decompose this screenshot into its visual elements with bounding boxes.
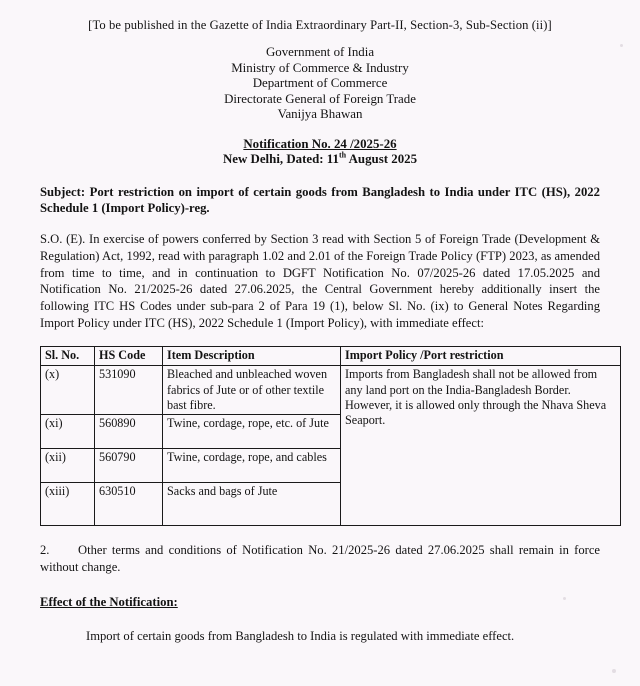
cell-item-description: Sacks and bags of Jute (163, 483, 341, 526)
subject-label: Subject: (40, 184, 86, 199)
org-line-government: Government of India (265, 45, 375, 59)
cell-hs-code: 630510 (95, 483, 163, 526)
gazette-publication-note: [To be published in the Gazette of India Extraordinary Part-II, Section-3, Sub-Section (ii)] (88, 18, 552, 32)
notification-number-line (40, 137, 600, 152)
org-line-department: Department of Commerce (252, 76, 388, 91)
subject-line (40, 184, 600, 217)
clause-two-text: Other terms and conditions of Notification No. 21/2025-26 dated 27.06.2025 shall remain in force without change. (40, 543, 600, 575)
org-line-bhawan: Vanijya Bhawan (277, 107, 363, 122)
subject-text: Port restriction on import of certain goods from Bangladesh to India under ITC (HS), 2022 Schedule 1 (Import Policy)-reg. (40, 184, 600, 216)
cell-sl-no: (x) (41, 366, 95, 415)
org-line-ministry: Ministry of Commerce & Industry (231, 60, 409, 75)
main-body-paragraph: S.O. (E). In exercise of powers conferred by Section 3 read with Section 5 of Foreign Trade (Development & Regulation) Act, 1992, read with paragraph 1.02 and 2.01 of the Foreign Trade Policy (FTP) 2023, as amended from time to time, and in continuation to DGFT Notification No. 07/2025-26 dated 17.05.2025 and Notification No. 21/2025-26 dated 27.06.2025, the Central Government hereby additionally insert the following ITC HS Codes under sub-para 2 of Para 19 (1), below Sl. No. (ix) to General Notes Regarding Import Policy under ITC (HS), 2022 Schedule 1 (Import Policy), with immediate effect: (40, 231, 600, 330)
notification-header-block (40, 137, 600, 167)
header-import-policy: Import Policy /Port restriction (341, 346, 621, 365)
cell-item-description: Twine, cordage, rope, etc. of Jute (163, 415, 341, 449)
cell-hs-code: 560790 (95, 449, 163, 483)
effect-heading-wrapper (40, 576, 600, 611)
header-hs-code: HS Code (95, 346, 163, 365)
notification-number: Notification No. 24 /2025-26 (243, 136, 397, 151)
itc-hs-codes-table (40, 346, 621, 527)
notification-date-ordinal: th (338, 150, 347, 160)
scan-speck (563, 597, 566, 600)
clause-two-number: 2. (40, 543, 50, 558)
org-line-directorate: Directorate General of Foreign Trade (224, 91, 416, 106)
effect-of-notification-heading: Effect of the Notification: (40, 594, 178, 609)
effect-of-notification-text: Import of certain goods from Bangladesh to India is regulated with immediate effect. (86, 628, 515, 643)
scan-speck (620, 44, 623, 47)
cell-hs-code: 560890 (95, 415, 163, 449)
cell-sl-no: (xi) (41, 415, 95, 449)
notification-date-prefix: New Delhi, Dated: 11 (222, 151, 339, 166)
issuing-authority-block (40, 45, 600, 123)
cell-sl-no: (xiii) (41, 483, 95, 526)
cell-item-description: Twine, cordage, rope, and cables (163, 449, 341, 483)
clause-two-paragraph (40, 542, 600, 576)
header-sl-no: Sl. No. (41, 346, 95, 365)
notification-date-line (40, 152, 600, 167)
table-row (41, 366, 621, 415)
cell-import-policy-merged: Imports from Bangladesh shall not be allowed from any land port on the India-Bangladesh Border. However, it is allowed only through the Nhava Sheva Seaport. (341, 366, 621, 526)
cell-sl-no: (xii) (41, 449, 95, 483)
notification-date-suffix: August 2025 (346, 151, 418, 166)
cell-hs-code: 531090 (95, 366, 163, 415)
table-header-row (41, 346, 621, 365)
header-item-description: Item Description (163, 346, 341, 365)
cell-item-description: Bleached and unbleached woven fabrics of Jute or of other textile bast fibre. (163, 366, 341, 415)
scan-speck (612, 669, 616, 673)
